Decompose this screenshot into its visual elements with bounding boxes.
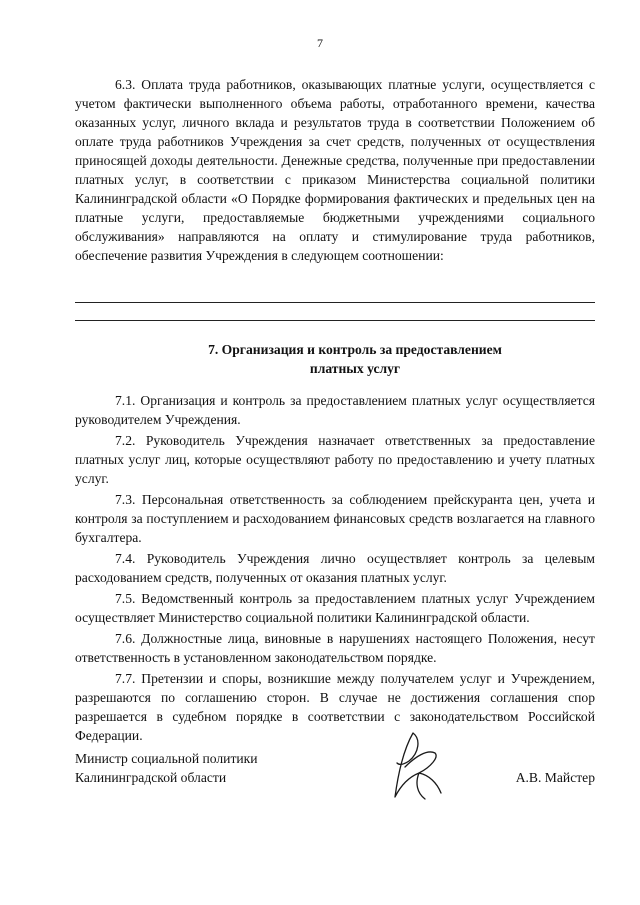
blank-fill-line xyxy=(75,320,595,321)
paragraph-6-3-block xyxy=(75,75,595,265)
item-7-7: 7.7. Претензии и споры, возникшие между получателем услуг и Учреждением, разрешаются по соглашению сторон. В случае не достижения соглашения спор разрешается в судебном порядке в соответствии с законодательством Российской Федерации. xyxy=(75,671,595,743)
item-7-4: 7.4. Руководитель Учреждения лично осуществляет контроль за целевым расходованием средств, полученных от оказания платных услуг. xyxy=(75,551,595,585)
section-7-title-line-2: платных услуг xyxy=(309,361,401,376)
item-7-5: 7.5. Ведомственный контроль за предоставлением платных услуг Учреждением осуществляет Министерство социальной политики Калининградской области. xyxy=(75,591,595,625)
section-7-title xyxy=(75,340,635,378)
item-7-1: 7.1. Организация и контроль за предоставлением платных услуг осуществляется руководителем Учреждения. xyxy=(75,393,595,427)
signatory-position-line-2: Калининградской области xyxy=(75,770,227,785)
signatory-position xyxy=(75,749,258,787)
section-7-title-line-1: 7. Организация и контроль за предоставлением xyxy=(208,342,502,357)
item-7-3: 7.3. Персональная ответственность за соблюдением прейскуранта цен, учета и контроля за поступлением и расходованием финансовых средств возлагается на главного бухгалтера. xyxy=(75,492,595,545)
handwritten-signature-icon xyxy=(375,727,465,807)
blank-fill-line xyxy=(75,302,595,303)
signatory-position-line-1: Министр социальной политики xyxy=(75,751,258,766)
item-7-2: 7.2. Руководитель Учреждения назначает ответственных за предоставление платных услуг лиц, которые осуществляют работу по предоставлению и учету платных услуг. xyxy=(75,433,595,486)
signatory-name: А.В. Майстер xyxy=(515,770,595,785)
item-7-6: 7.6. Должностные лица, виновные в нарушениях настоящего Положения, несут ответственность в установленном законодательством порядке. xyxy=(75,631,595,665)
section-7-items xyxy=(75,391,595,747)
paragraph-6-3: 6.3. Оплата труда работников, оказывающих платные услуги, осуществляется с учетом фактически выполненного объема работы, отработанного времени, качества оказанных услуг, личного вклада и результатов труда в соответствии Положением об оплате труда работников Учреждения за счет средств, полученных от осуществления приносящей доходы деятельности. Денежные средства, полученные при предоставлении платных услуг, в соответствии с приказом Министерства социальной политики Калининградской области «О Порядке формирования фактических и предельных цен на платные услуги, предоставляемые бюджетными учреждениями социального обслуживания» направляются на оплату и стимулирование труда работников, обеспечение развития Учреждения в следующем соотношении: xyxy=(75,77,595,263)
page-number: 7 xyxy=(317,36,323,50)
